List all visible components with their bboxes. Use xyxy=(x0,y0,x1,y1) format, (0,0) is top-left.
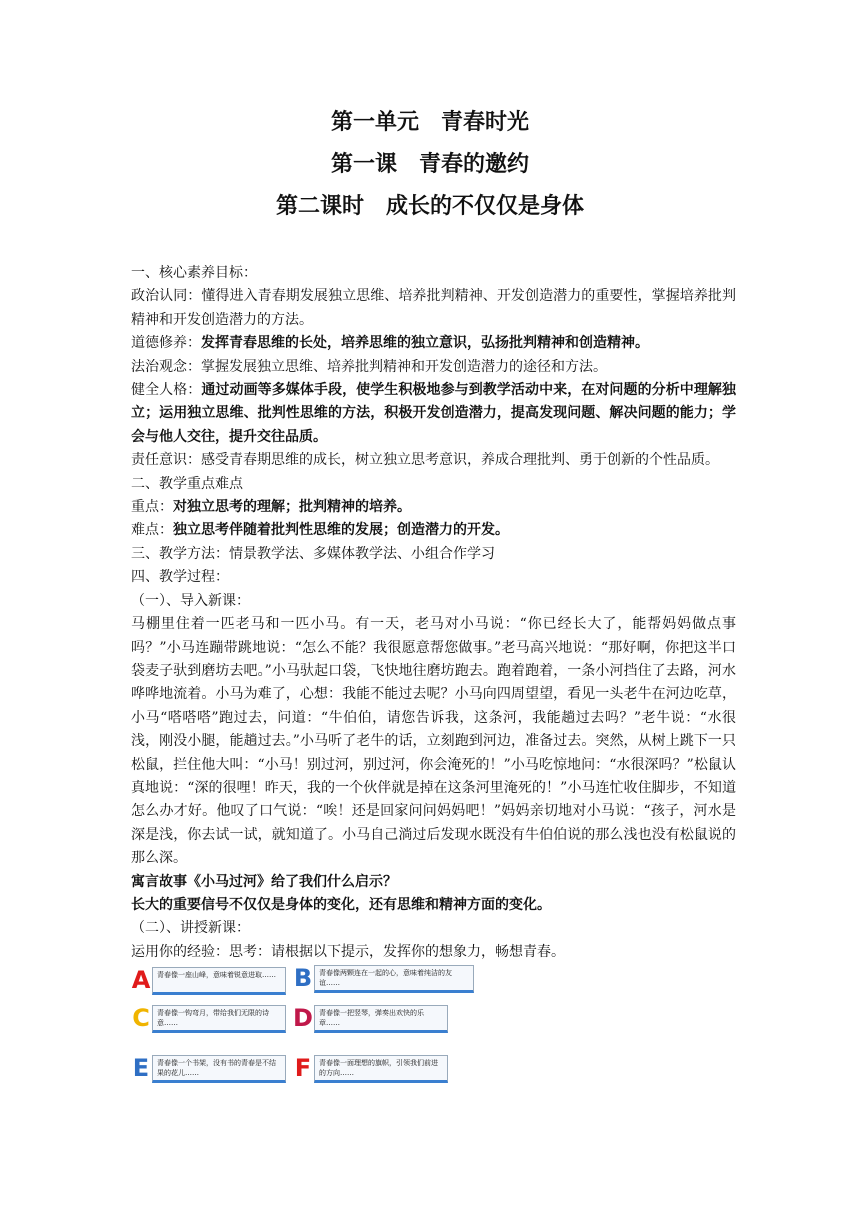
goal-label: 政治认同： xyxy=(131,288,202,305)
card-a xyxy=(130,967,286,995)
card-letter: B xyxy=(293,964,313,992)
document-body xyxy=(131,262,736,964)
goal-text: 懂得进入青春期发展独立思维、培养批判精神、开发创造潜力的重要性，掌握培养批判精神和开发创造潜力的方法。 xyxy=(131,288,736,328)
card-letter: D xyxy=(293,1004,313,1032)
goal-personality xyxy=(131,379,736,449)
card-text: 青春像一把竖琴，弹奏出欢快的乐章…… xyxy=(314,1005,448,1033)
key-label: 重点： xyxy=(131,499,173,516)
card-f xyxy=(292,1055,448,1083)
subsection-intro: （一）、导入新课： xyxy=(131,592,250,609)
card-text: 青春像一钩弯月，带给我们无限的诗意…… xyxy=(152,1005,286,1033)
unit-title: 第一单元 青春时光 xyxy=(330,110,529,135)
goal-political xyxy=(131,285,736,332)
section-1-heading: 一、核心素养目标： xyxy=(131,265,257,281)
goal-label: 道德修养： xyxy=(131,335,201,352)
activity-prompt: 运用你的经验：思考：请根据以下提示，发挥你的想象力，畅想青春。 xyxy=(131,943,565,960)
section-4-heading: 四、教学过程： xyxy=(131,569,229,586)
youth-metaphor-cards xyxy=(130,963,490,1093)
card-d xyxy=(292,1005,448,1033)
difficult-text: 独立思考伴随着批判性思维的发展；创造潜力的开发。 xyxy=(173,522,509,539)
card-letter: C xyxy=(132,1004,150,1032)
lesson-title: 第一课 青春的邀约 xyxy=(330,152,529,177)
key-text: 对独立思考的理解；批判精神的培养。 xyxy=(173,499,411,516)
goal-text: 通过动画等多媒体手段，使学生积极地参与到教学活动中来，在对问题的分析中理解独立；运用独立思维、批判性思维的方法，积极开发创造潜力，提高发现问题、解决问题的能力；学会与他人交往，提升交往品质。 xyxy=(131,382,736,445)
section-2-heading: 二、教学重点难点 xyxy=(131,475,243,492)
card-letter: F xyxy=(294,1054,312,1082)
difficult-point xyxy=(131,519,736,542)
goal-label: 法治观念： xyxy=(131,358,201,375)
card-text: 青春像一个书架，没有书的青春是不结果的花儿…… xyxy=(152,1055,286,1083)
story-question: 寓言故事《小马过河》给了我们什么启示？ xyxy=(131,873,397,890)
goal-text: 掌握发展独立思维、培养批判精神和开发创造潜力的途径和方法。 xyxy=(201,358,607,375)
goal-label: 健全人格： xyxy=(131,382,202,399)
section-3-heading: 三、教学方法：情景教学法、多媒体教学法、小组合作学习 xyxy=(131,545,495,562)
card-text: 青春像两颗连在一起的心，意味着纯洁的友谊…… xyxy=(314,965,474,993)
goal-moral xyxy=(131,332,736,355)
story-answer: 长大的重要信号不仅仅是身体的变化，还有思维和精神方面的变化。 xyxy=(131,896,551,913)
difficult-label: 难点： xyxy=(131,522,173,539)
goal-text: 发挥青春思维的长处，培养思维的独立意识，弘扬批判精神和创造精神。 xyxy=(201,335,649,352)
card-letter: A xyxy=(131,966,151,994)
story-paragraph: 马棚里住着一匹老马和一匹小马。有一天，老马对小马说：“你已经长大了，能帮妈妈做点事吗？”小马连蹦带跳地说：“怎么不能？我很愿意帮您做事。”老马高兴地说：“那好啊，你把这半口袋麦子驮到磨坊去吧。”小马驮起口袋，飞快地往磨坊跑去。跑着跑着，一条小河挡住了去路，河水哗哗地流着。小马为难了，心想：我能不能过去呢？小马向四周望望，看见一头老牛在河边吃草，小马“嗒嗒嗒”跑过去，问道：“牛伯伯，请您告诉我，这条河，我能趟过去吗？”老牛说：“水很浅，刚没小腿，能趟过去。”小马听了老牛的话，立刻跑到河边，准备过去。突然，从树上跳下一只松鼠，拦住他大叫：“小马！别过河，别过河，你会淹死的！”小马吃惊地问：“水很深吗？”松鼠认真地说：“深的很哩！昨天，我的一个伙伴就是掉在这条河里淹死的！”小马连忙收住脚步，不知道怎么办才好。他叹了口气说：“唉！还是回家问问妈妈吧！”妈妈亲切地对小马说：“孩子，河水是深是浅，你去试一试，就知道了。小马自己淌过后发现水既没有牛伯伯说的那么浅也没有松鼠说的那么深。 xyxy=(131,616,736,867)
title-block xyxy=(0,110,860,220)
card-c xyxy=(130,1005,286,1033)
card-letter: E xyxy=(132,1054,150,1082)
goal-text: 感受青春期思维的成长，树立独立思考意识，养成合理批判、勇于创新的个性品质。 xyxy=(201,452,719,469)
card-b xyxy=(292,965,474,993)
goal-responsibility xyxy=(131,449,736,472)
key-point xyxy=(131,496,736,519)
card-e xyxy=(130,1055,286,1083)
goal-label: 责任意识： xyxy=(131,452,201,469)
card-text: 青春像一面理想的旗帜，引领我们前进的方向…… xyxy=(314,1055,448,1083)
card-text: 青春像一座山峰，意味着锐意进取…… xyxy=(152,967,286,995)
period-title: 第二课时 成长的不仅仅是身体 xyxy=(275,194,584,219)
subsection-new-lesson: （二）、讲授新课： xyxy=(131,920,250,937)
goal-law xyxy=(131,356,736,379)
